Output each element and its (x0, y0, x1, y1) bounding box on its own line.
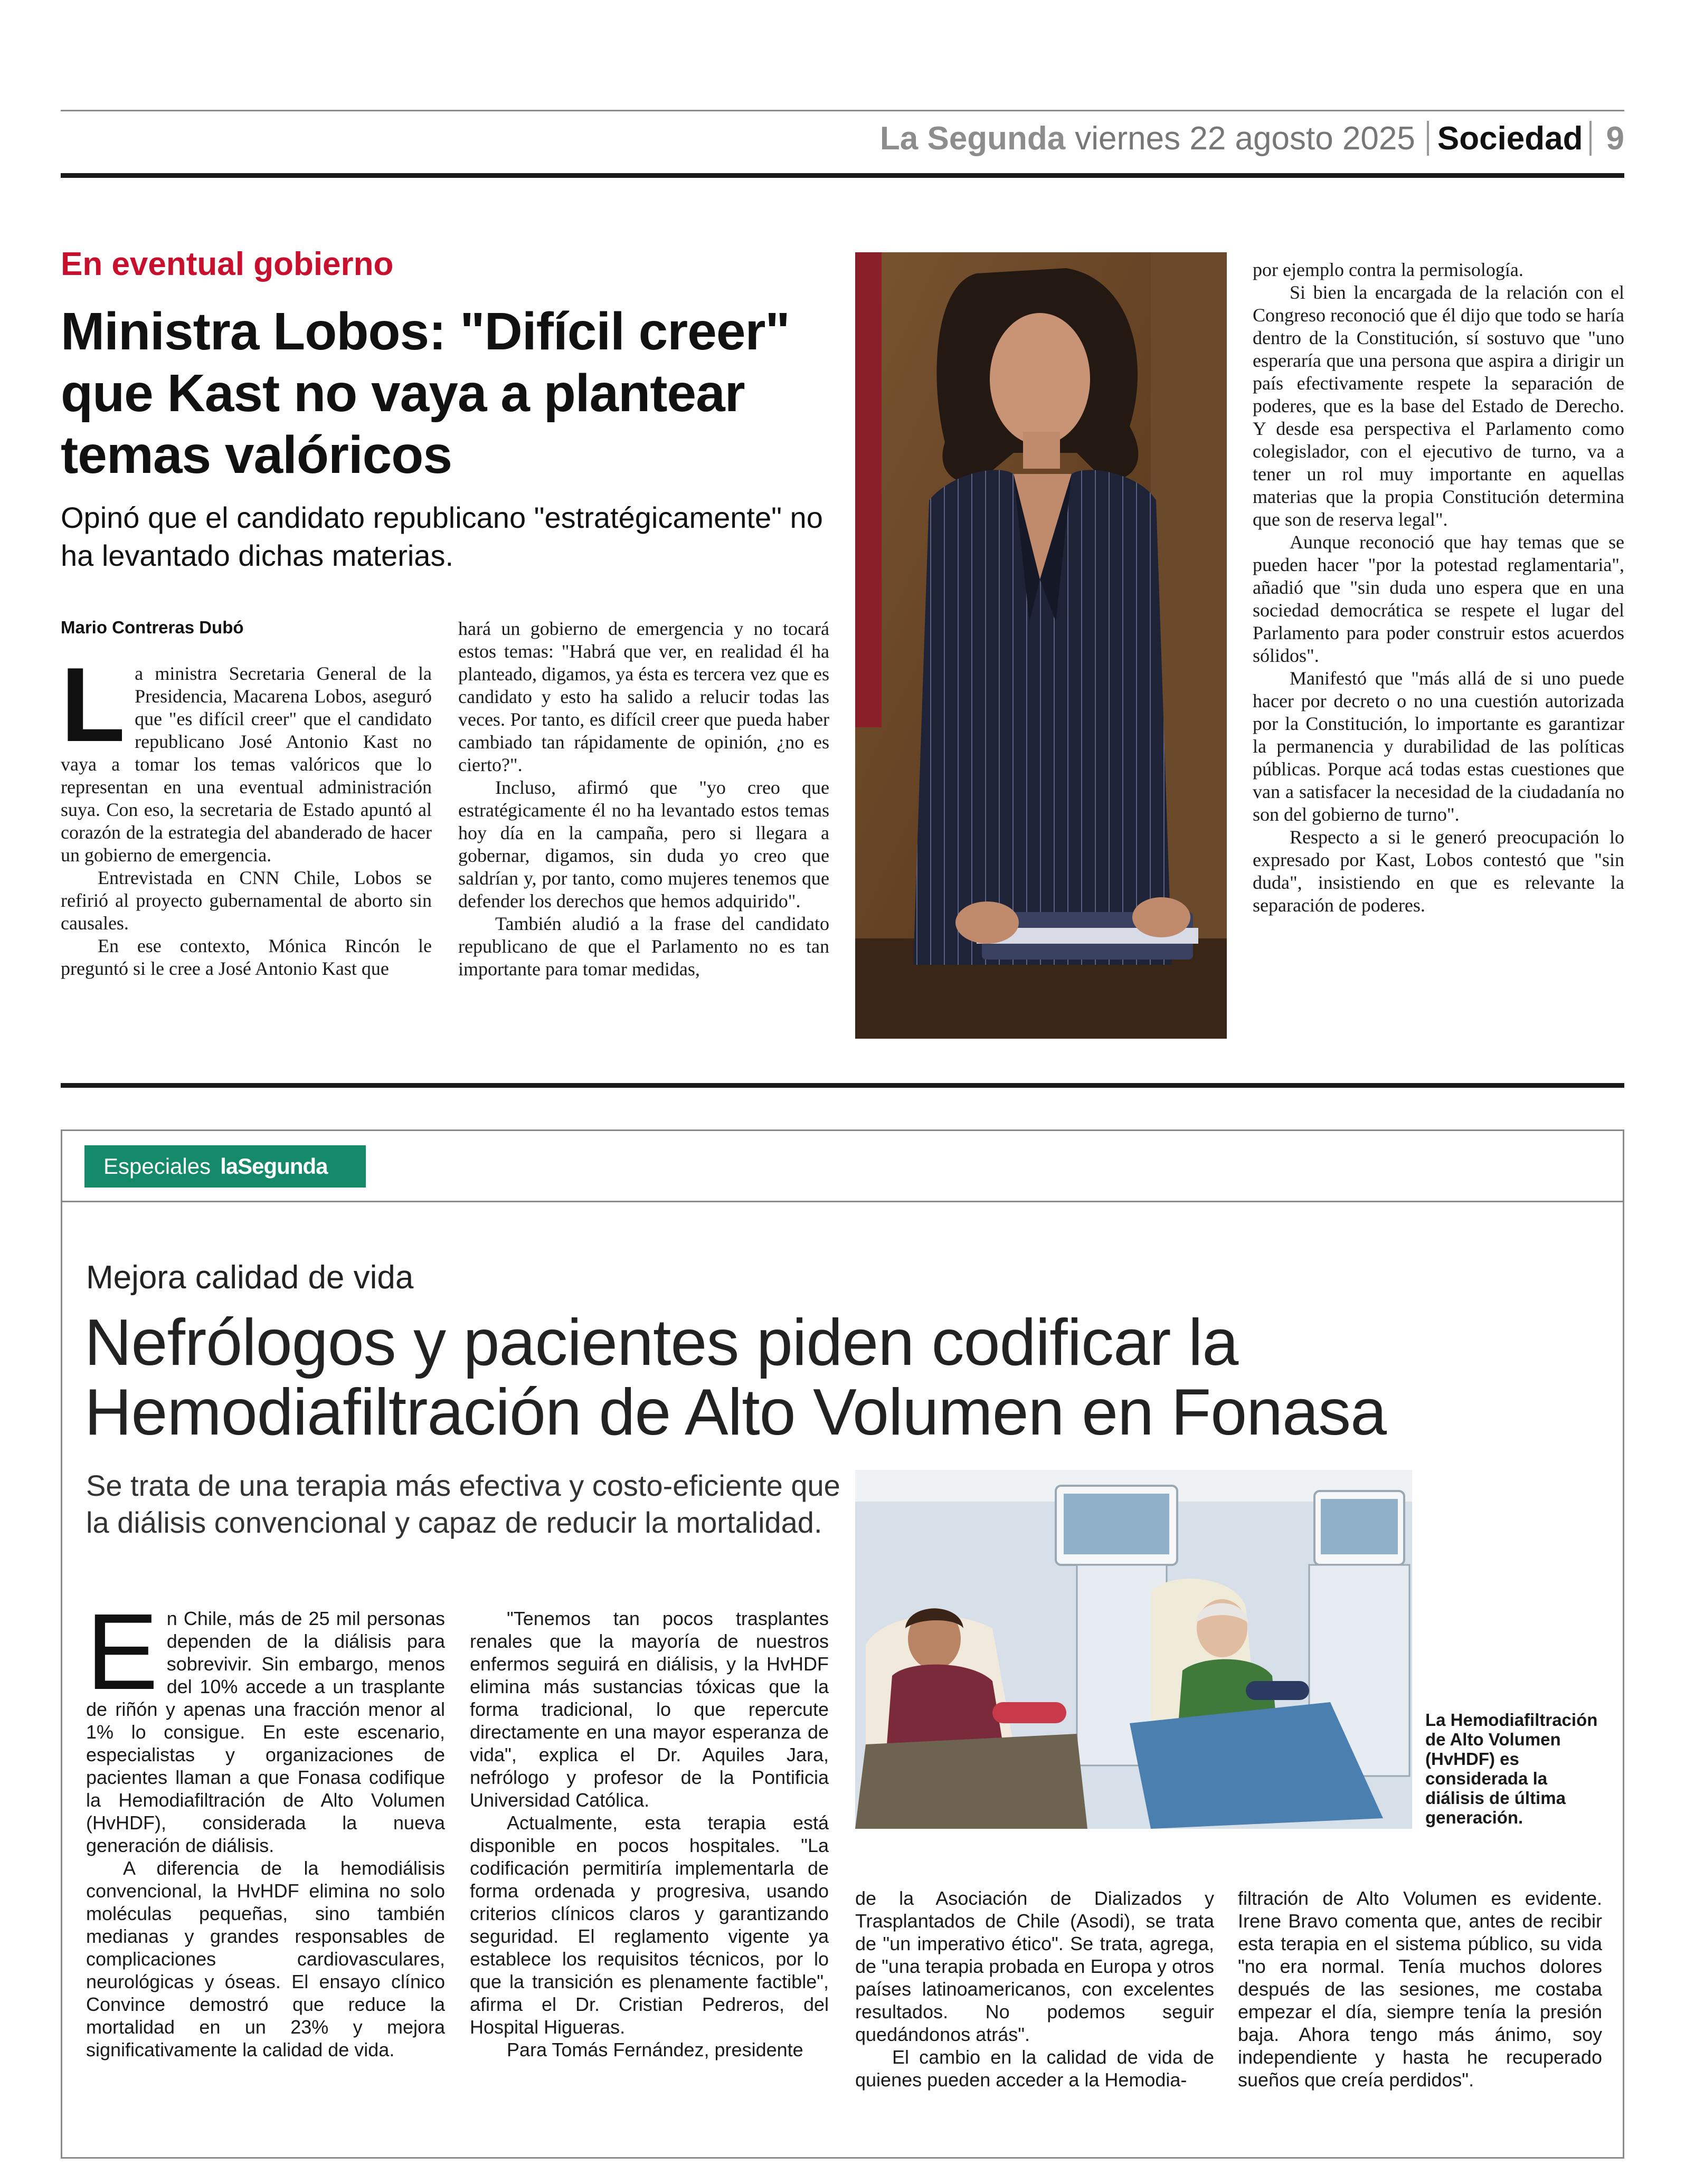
article1-dropcap: L (61, 646, 126, 764)
article1-subtitle: Opinó que el candidato republicano "estratégicamente" no ha levantado dichas materias. (61, 501, 823, 572)
masthead-date: viernes 22 agosto 2025 (1075, 120, 1415, 157)
article1-paragraph: Aunque reconoció que hay temas que se pueden hacer "por la potestad reglamentaria", añadió que "sin duda uno espera que en una sociedad democrática se respete el lugar del Parlamento para poder construir estos acuerdos sólidos". (1253, 531, 1624, 666)
photo-caption: La Hemodiafiltración de Alto Volumen (HvHDF) es considerada la diálisis de última generación. (1425, 1710, 1598, 1827)
article1-paragraph: Respecto a si le generó preocupación lo expresado por Kast, Lobos contestó que "sin duda", insistiendo en que es relevante la separación de poderes. (1253, 827, 1624, 916)
article1-headline: Ministra Lobos: "Difícil creer" que Kast no vaya a plantear temas valóricos (61, 302, 790, 485)
masthead-divider (1427, 121, 1429, 156)
article1-byline: Mario Contreras Dubó (61, 618, 244, 637)
badge-label: Especiales (103, 1154, 211, 1179)
header-bottom-rule (61, 173, 1624, 178)
article1-paragraph: Entrevistada en CNN Chile, Lobos se refirió al proyecto gubernamental de aborto sin causales. (61, 867, 432, 934)
masthead-divider (1589, 121, 1592, 156)
article2-paragraph: Para Tomás Fernández, presidente (507, 2039, 803, 2060)
article2-paragraph: A diferencia de la hemodiálisis convencional, la HvHDF elimina no solo moléculas pequeñas, sino también medianas y grandes responsables de complicaciones cardiovasculares, neurológicas y óseas. El ensayo clínico Convince demostró que reduce la mortalidad en un 23% y mejora significativamente la calidad de vida. (86, 1857, 445, 2060)
article2-paragraph: El cambio en la calidad de vida de quienes pueden acceder a la Hemodia- (855, 2046, 1214, 2091)
article2-kicker: Mejora calidad de vida (86, 1259, 414, 1296)
article1-paragraph: También aludió a la frase del candidato republicano de que el Parlamento no es tan importante para tomar medidas, (458, 913, 829, 980)
article2-paragraph: "Tenemos tan pocos trasplantes renales que la mayoría de nuestros enfermos seguirá en diálisis, y la HvHDF elimina más sustancias tóxicas que la forma tradicional, lo que repercute directamente en una mayor esperanza de vida", explica el Dr. Aquiles Jara, nefrólogo y profesor de la Pontificia Universidad Católica. (470, 1608, 829, 1811)
article2-paragraph: filtración de Alto Volumen es evidente. Irene Bravo comenta que, antes de recibir esta terapia en el sistema público, su vida "no era normal. Tenía muchos dolores después de las sesiones, me costaba empezar el día, siempre tenía la presión baja. Ahora tengo más ánimo, soy independiente y hasta he recuperado sueños que creía perdidos". (1238, 1887, 1602, 2091)
article1-paragraph: hará un gobierno de emergencia y no tocará estos temas: "Habrá que ver, en realidad él ha planteado, digamos, ya ésta es tercera vez que es candidato y esto ha salido a relucir todas las veces. Por tanto, es difícil creer que pueda haber cambiado tan rápidamente de opinión, ¿no es cierto?". (458, 618, 829, 775)
article2-column-3 (855, 1887, 1214, 2091)
article1-column-2 (458, 618, 829, 981)
special-section-rule (62, 1201, 1623, 1202)
article2-paragraph: Actualmente, esta terapia está disponible en pocos hospitales. "La codificación permitiría implementarla de forma ordenada y progresiva, usando criterios clínicos claros y garantizando seguridad. El reglamento vigente ya establece los requisitos técnicos, por lo que la transición es plenamente factible", afirma el Dr. Cristian Pedreros, del Hospital Higueras. (470, 1812, 829, 2038)
header-top-rule (61, 110, 1624, 111)
article2-paragraph: de la Asociación de Dializados y Trasplantados de Chile (Asodi), se trata de "un imperativo ético". Se trata, agrega, de "una terapia probada en Europa y otros países latinoamericanos, con excelentes resultados. No podemos seguir quedándonos atrás". (855, 1887, 1214, 2045)
page-number: 9 (1606, 120, 1624, 157)
masthead-section: Sociedad (1437, 120, 1583, 157)
article-separator-rule (61, 1083, 1624, 1088)
article2-headline: Nefrólogos y pacientes piden codificar la Hemodiafiltración de Alto Volumen en Fonasa (84, 1306, 1387, 1449)
article2-paragraph: n Chile, más de 25 mil personas dependen de la diálisis para sobrevivir. Sin embargo, menos del 10% accede a un trasplante de riñón y apenas una fracción menor al 1% lo consigue. En este escenario, especialistas y organizaciones de pacientes llaman a que Fonasa codifique la Hemodiafiltración de Alto Volumen (HvHDF), considerada la nueva generación de diálisis. (86, 1608, 445, 1856)
especiales-badge (84, 1145, 366, 1188)
article1-column-1 (61, 646, 432, 980)
masthead (880, 117, 1624, 159)
article2-subtitle: Se trata de una terapia más efectiva y costo-eficiente que la diálisis convencional y capaz de reducir la mortalidad. (86, 1469, 840, 1539)
article2-dropcap: E (86, 1591, 158, 1712)
article1-paragraph: En ese contexto, Mónica Rincón le preguntó si le cree a José Antonio Kast que (61, 935, 432, 979)
minister-photo-illustration (855, 252, 1227, 1039)
dialysis-photo (855, 1470, 1412, 1829)
article2-column-1 (86, 1591, 445, 2061)
article2-column-2 (470, 1607, 829, 2061)
article1-column-3 (1253, 259, 1624, 917)
article1-paragraph: por ejemplo contra la permisología. (1253, 259, 1523, 280)
article1-paragraph: a ministra Secretaria General de la Presidencia, Macarena Lobos, aseguró que "es difícil creer" que el candidato republicano José Antonio Kast no vaya a tomar los temas valóricos que lo representan en una eventual administración suya. Con eso, la secretaria de Estado apuntó al corazón de la estrategia del abanderado de hacer un gobierno de emergencia. (61, 663, 432, 866)
article1-paragraph: Manifestó que "más allá de si uno puede hacer por decreto o no una cuestión autorizada por la Constitución, lo importante es garantizar la permanencia y durabilidad de las políticas públicas. Porque acá todas estas cuestiones que van a satisfacer la necesidad de la ciudadanía no son del gobierno de turno". (1253, 668, 1624, 825)
badge-brand: laSegunda (220, 1154, 328, 1179)
article1-paragraph: Si bien la encargada de la relación con el Congreso reconoció que él dijo que todo se haría dentro de la Constitución, sí sostuvo que "uno esperaría que una persona que aspira a dirigir un país efectivamente respete la separación de poderes, que es la base del Estado de Derecho. Y desde esa perspectiva el Parlamento como colegislador, con el ejecutivo de turno, va a tener un rol muy importante en aquellas materias que la propia Constitución determina que son de reserva legal". (1253, 282, 1624, 530)
minister-photo (855, 252, 1227, 1039)
article2-column-4 (1238, 1887, 1602, 2091)
article1-paragraph: Incluso, afirmó que "yo creo que estratégicamente él no ha levantado estos temas hoy día en la campaña, pero si llegara a gobernar, digamos, sin duda yo creo que saldrían y, por tanto, como mujeres tenemos que defender los derechos que hemos adquirido". (458, 777, 829, 911)
dialysis-photo-illustration (855, 1470, 1412, 1829)
article1-kicker: En eventual gobierno (61, 246, 394, 282)
masthead-brand: La Segunda (879, 120, 1066, 157)
